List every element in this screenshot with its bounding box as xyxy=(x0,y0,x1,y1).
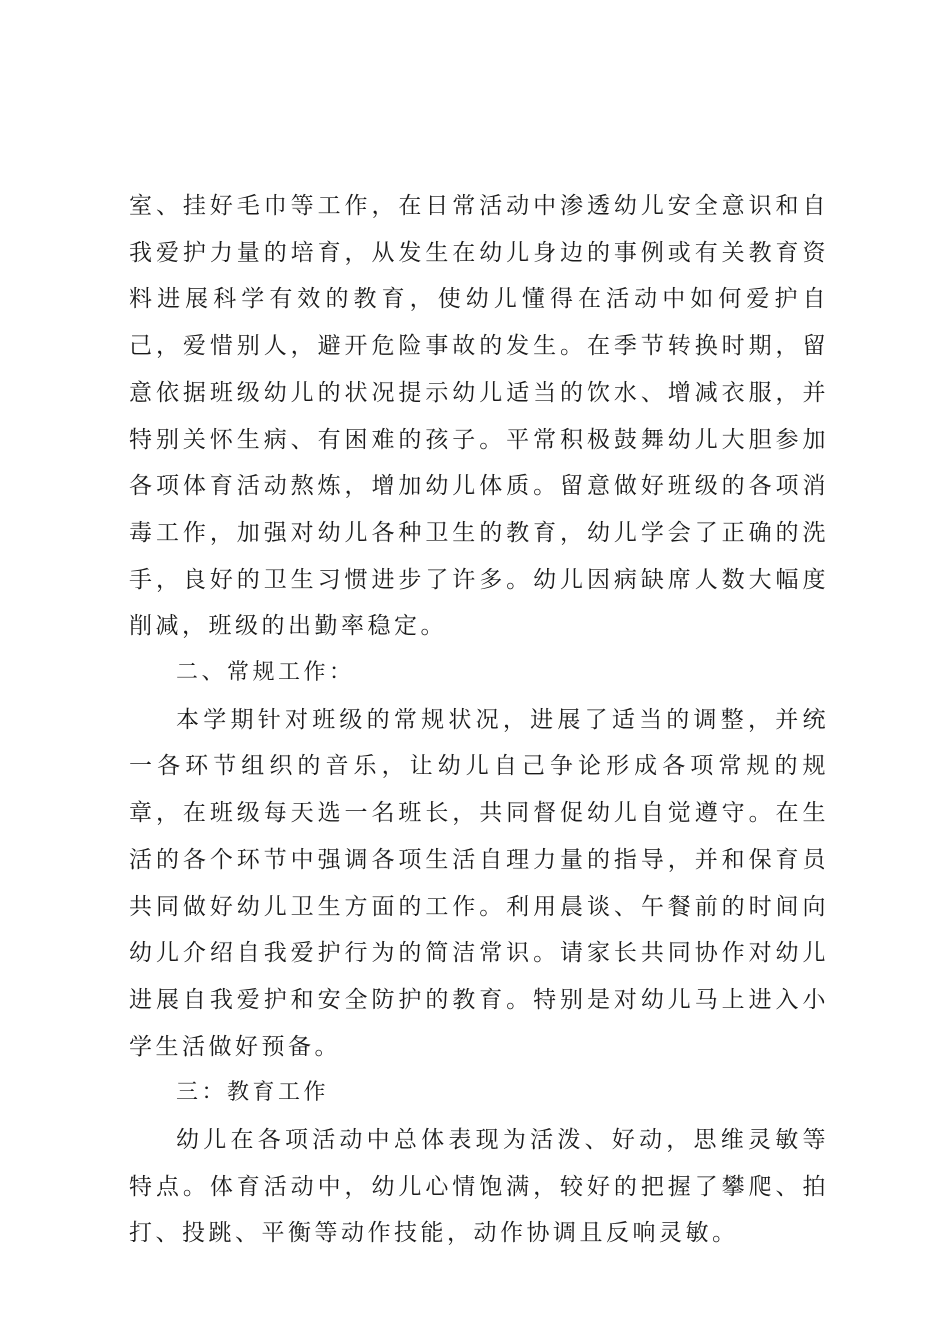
body-paragraph-3: 幼儿在各项活动中总体表现为活泼、好动，思维灵敏等特点。体育活动中，幼儿心情饱满，较好的把握了攀爬、拍打、投跳、平衡等动作技能，动作协调且反响灵敏。 xyxy=(129,1127,829,1247)
document-body xyxy=(129,183,829,1257)
section-heading-routine-work: 二、常规工作： xyxy=(176,660,355,686)
section-heading-education-work: 三：教育工作 xyxy=(176,1080,330,1106)
body-paragraph-2: 本学期针对班级的常规状况，进展了适当的调整，并统一各环节组织的音乐，让幼儿自己争论形成各项常规的规章，在班级每天选一名班长，共同督促幼儿自觉遵守。在生活的各个环节中强调各项生活自理力量的指导，并和保育员共同做好幼儿卫生方面的工作。利用晨谈、午餐前的时间向幼儿介绍自我爱护行为的简洁常识。请家长共同协作对幼儿进展自我爱护和安全防护的教育。特别是对幼儿马上进入小学生活做好预备。 xyxy=(129,706,829,1060)
body-paragraph-1: 室、挂好毛巾等工作，在日常活动中渗透幼儿安全意识和自我爱护力量的培育，从发生在幼儿身边的事例或有关教育资料进展科学有效的教育，使幼儿懂得在活动中如何爱护自己，爱惜别人，避开危险事故的发生。在季节转换时期，留意依据班级幼儿的状况提示幼儿适当的饮水、增减衣服，并特别关怀生病、有困难的孩子。平常积极鼓舞幼儿大胆参加各项体育活动熬炼，增加幼儿体质。留意做好班级的各项消毒工作，加强对幼儿各种卫生的教育，幼儿学会了正确的洗手，良好的卫生习惯进步了许多。幼儿因病缺席人数大幅度削减，班级的出勤率稳定。 xyxy=(129,193,829,640)
